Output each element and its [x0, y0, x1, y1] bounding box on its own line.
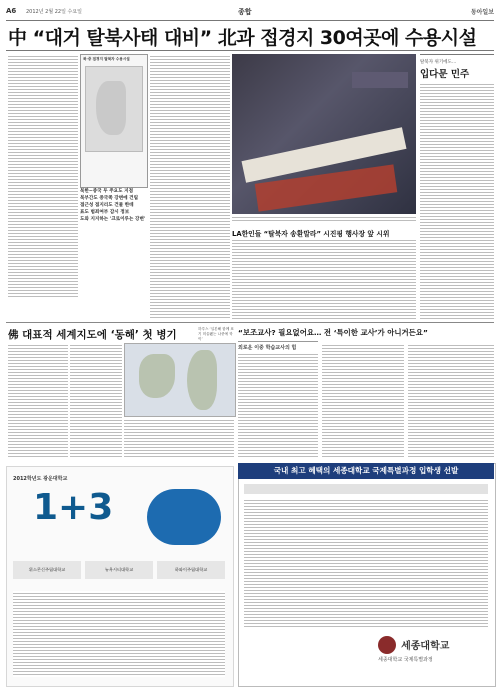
map-caption [124, 418, 234, 459]
newspaper-name: 동아일보 [470, 9, 494, 16]
subhead-3: 접근성 접지리도 건물 한데 [80, 203, 134, 208]
ad-label: 2012학년도 광운대학교 [13, 476, 68, 482]
sejong-ad-footer [378, 634, 488, 674]
bottom-right-headline: “보조교사? 필요없어요… 전 ‘특이한 교사’가 아니거든요” [238, 328, 428, 337]
page-headline: 中 “대거 탈북사태 대비” 北과 접경지 30여곳에 수용시설 [8, 27, 477, 49]
bottom-right-col-2 [322, 343, 404, 459]
staples-sign [352, 72, 408, 88]
ad-big-text: 1+3 [33, 487, 114, 528]
bottom-left-col-2 [70, 343, 122, 459]
photo-article-body [232, 238, 416, 320]
sejong-ad-subbar [244, 484, 488, 494]
bottom-right-col-1 [238, 352, 318, 459]
map-subheads [80, 188, 146, 298]
right-label: 탈북자 위기에도… [420, 60, 457, 65]
page-header [6, 6, 494, 21]
subhead-5: 도와 지지하는 '크로이루는 강변' [80, 217, 146, 222]
map-box [80, 54, 148, 188]
sejong-name: 세종대학교 [401, 641, 450, 652]
right-title: 입다문 민주 [420, 69, 470, 80]
graduate-photo [147, 489, 221, 545]
ad-details [13, 591, 225, 677]
school-logo-2: 뉴욕시티대학교 [85, 561, 153, 579]
bottom-right-box-title: 외로운 이중 학습교사의 힘 [238, 345, 297, 351]
article-column-2 [150, 54, 230, 319]
subhead-1: 북한~중국 두 주요도 지점 [80, 189, 134, 194]
subhead-2: 북부간도 중국쪽 강변에 건립 [80, 196, 139, 201]
world-map-image [124, 343, 236, 417]
map-graphic [85, 66, 143, 152]
bottom-right-col-3 [408, 343, 494, 459]
sejong-ad-bar: 국내 최고 혜택의 세종대학교 국제특별과정 입학생 선발 [238, 463, 494, 479]
right-column-body [420, 82, 494, 320]
school-logo-1: 위스콘신주립대학교 [13, 561, 81, 579]
article-column-1 [8, 54, 78, 299]
map-box-title: 북·중 접경지 탈북자 수용시설 [83, 57, 130, 61]
gwangwoon-ad [6, 466, 234, 687]
bottom-left-col-1 [8, 343, 68, 459]
section-name: 종합 [238, 8, 252, 16]
school-logos [13, 561, 225, 581]
school-logo-3: 하와이주립대학교 [157, 561, 225, 579]
photo-headline: LA한인들 “탈북자 송환말라” 시진핑 행사장 앞 시위 [232, 230, 390, 238]
sejong-subname: 세종대학교 국제특별과정 [378, 656, 433, 663]
sejong-logo-icon [378, 636, 396, 654]
bottom-left-subhead: 하루스 ‘일본해 함께 표기 미술됐는 나중에 학이’ [198, 327, 234, 341]
protest-photo [232, 54, 416, 214]
page-number: A6 [6, 7, 17, 15]
bottom-left-headline: 佛 대표적 세계지도에 ‘동해’ 첫 병기 [8, 329, 177, 341]
sejong-ad-body [244, 498, 488, 628]
date-line: 2012년 2월 22일 수요일 [26, 9, 83, 15]
subhead-4: 표도 범죄여부 감시 정보 [80, 210, 130, 215]
photo-caption-line [232, 215, 416, 225]
map-region [96, 81, 126, 135]
headline-rule [6, 50, 494, 51]
